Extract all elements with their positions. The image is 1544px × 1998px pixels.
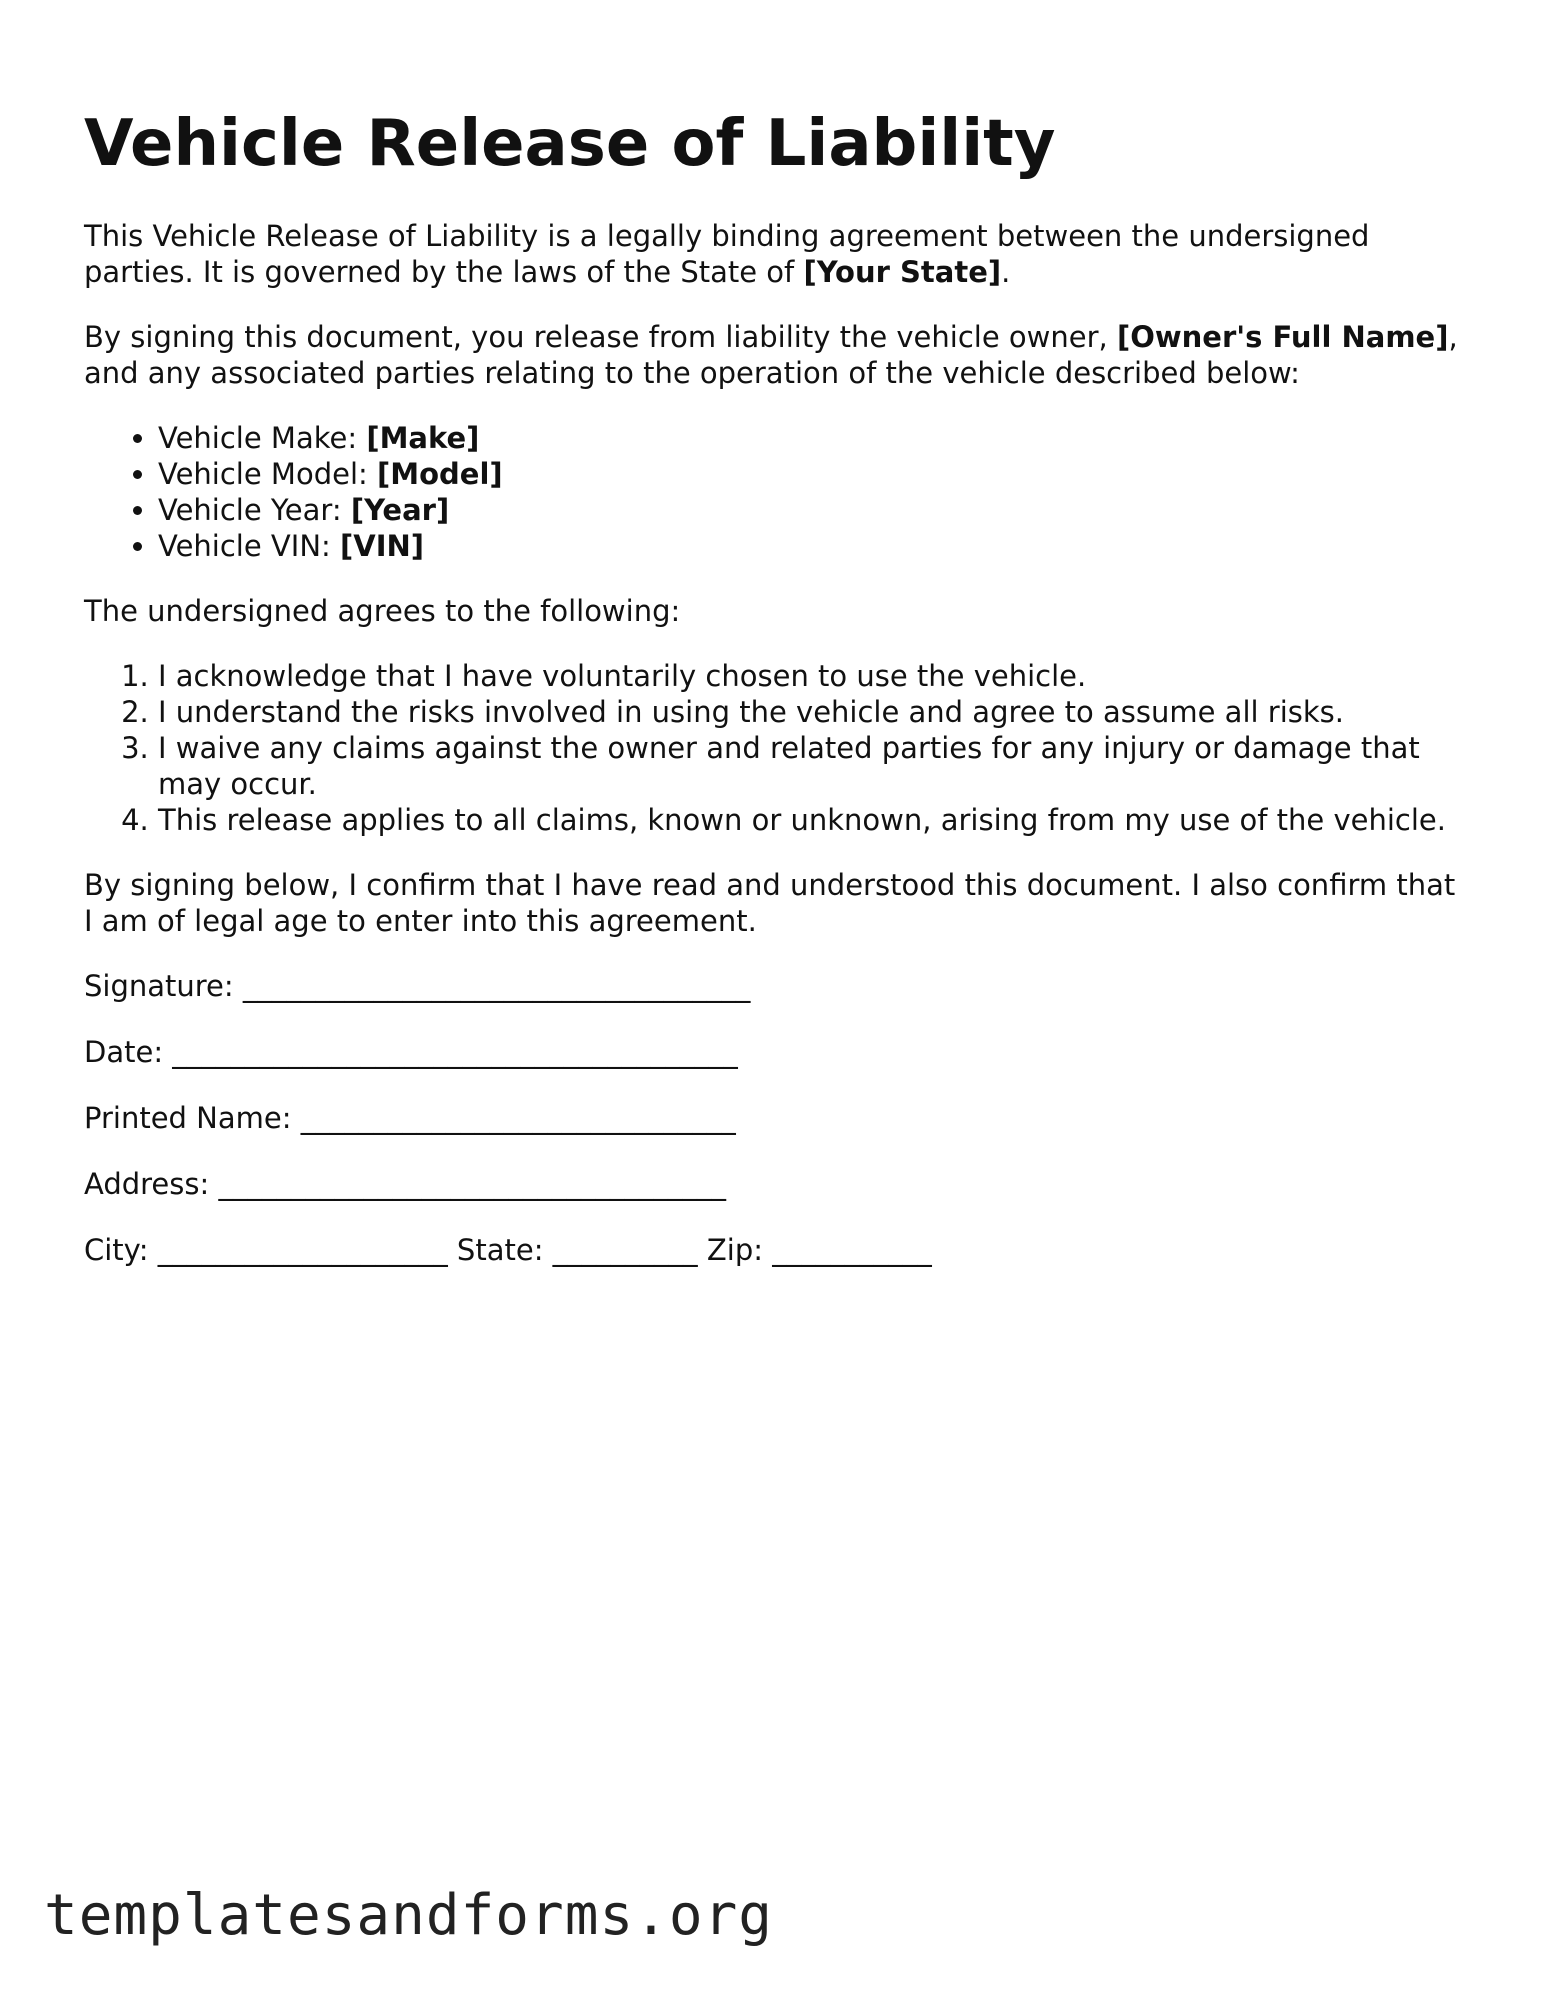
list-item <box>158 528 1464 564</box>
vehicle-vin-label: Vehicle VIN: <box>158 529 341 563</box>
owner-placeholder: [Owner's Full Name] <box>1116 320 1449 354</box>
agree-intro: The undersigned agrees to the following: <box>84 594 681 628</box>
date-field[interactable]: Date: _______________________________________ <box>84 1035 738 1069</box>
intro-paragraph <box>84 218 1464 290</box>
state-placeholder: [Your State] <box>803 255 1002 289</box>
vehicle-details-list <box>84 420 1464 564</box>
vehicle-make-value: [Make] <box>366 421 480 455</box>
vehicle-year-value: [Year] <box>350 493 450 527</box>
watermark: templatesandforms.org <box>44 1883 774 1948</box>
vehicle-model-label: Vehicle Model: <box>158 457 377 491</box>
list-item: 3. I waive any claims against the owner and related parties for any injury or damage that may occur. <box>158 730 1464 802</box>
vehicle-year-label: Vehicle Year: <box>158 493 351 527</box>
confirm-paragraph: By signing below, I confirm that I have read and understood this document. I also confirm that I am of legal age to enter into this agreement. <box>84 868 1456 938</box>
agreement-list <box>84 658 1464 838</box>
list-item: 1. I acknowledge that I have voluntarily chosen to use the vehicle. <box>158 658 1464 694</box>
list-item: 2. I understand the risks involved in using the vehicle and agree to assume all risks. <box>158 694 1464 730</box>
intro-text: This Vehicle Release of Liability is a legally binding agreement between the undersigned parties. It is governed by the laws of the State of <box>84 219 1370 289</box>
release-paragraph <box>84 319 1464 391</box>
vehicle-vin-value: [VIN] <box>340 529 425 563</box>
printed-name-field[interactable]: Printed Name: ______________________________ <box>84 1101 736 1135</box>
release-text-a: By signing this document, you release from liability the vehicle owner, <box>84 320 1117 354</box>
release-text-b: , and any associated parties relating to the operation of the vehicle described below: <box>84 320 1458 390</box>
city-state-zip-field[interactable]: City: ____________________ State: __________ Zip: ___________ <box>84 1233 932 1267</box>
document-title: Vehicle Release of Liability <box>84 107 1056 181</box>
list-item <box>158 420 1464 456</box>
vehicle-make-label: Vehicle Make: <box>158 421 367 455</box>
list-item <box>158 456 1464 492</box>
intro-end: . <box>1001 255 1011 289</box>
vehicle-model-value: [Model] <box>377 457 503 491</box>
signature-field[interactable]: Signature: ___________________________________ <box>84 969 751 1003</box>
address-field[interactable]: Address: ___________________________________ <box>84 1167 726 1201</box>
list-item <box>158 492 1464 528</box>
document <box>84 106 1464 1298</box>
list-item: 4. This release applies to all claims, known or unknown, arising from my use of the vehicle. <box>158 802 1464 838</box>
